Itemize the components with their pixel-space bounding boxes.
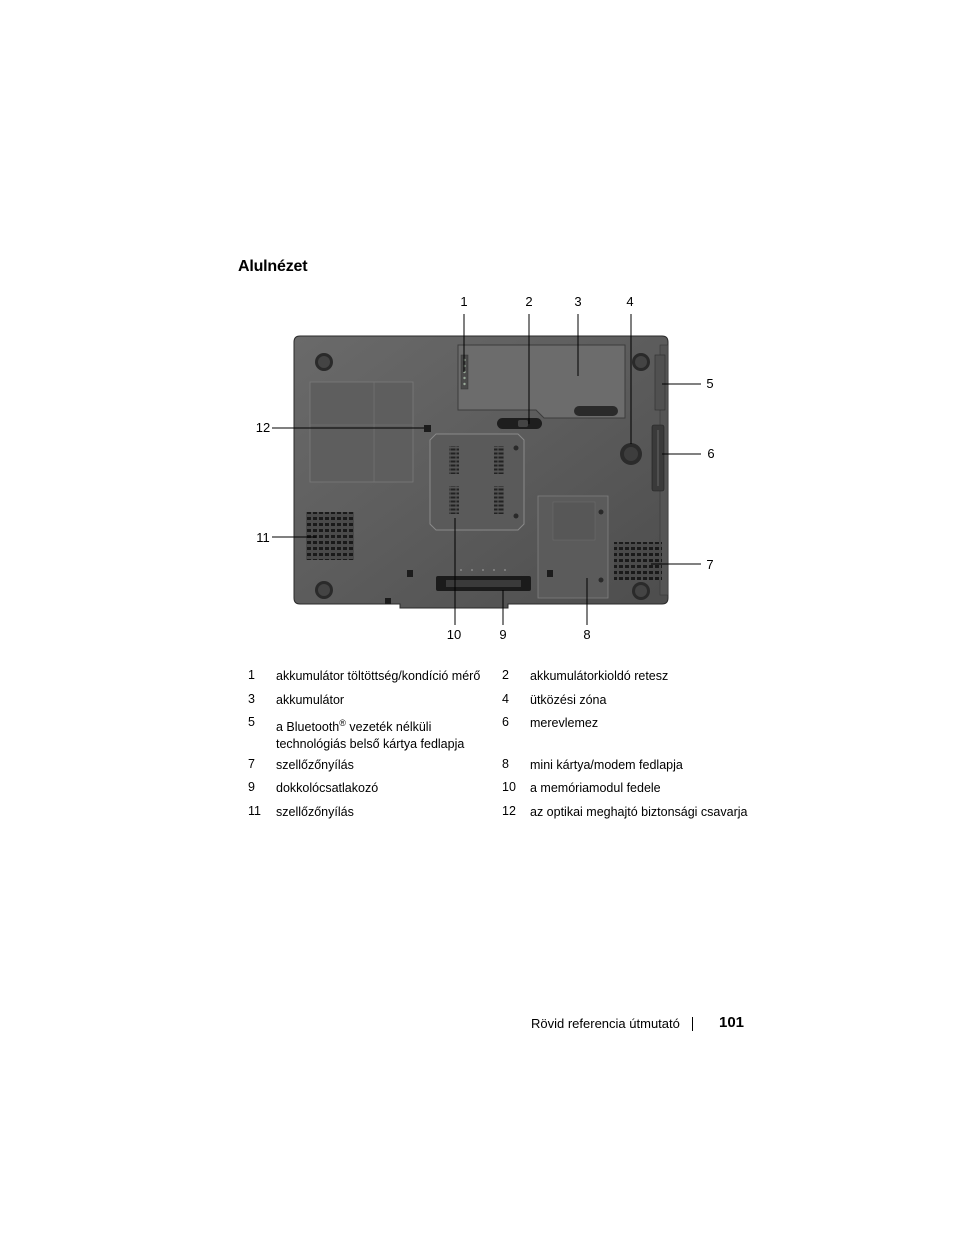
legend-number: 4 <box>502 692 509 706</box>
legend-text-part: technológiás belső kártya fedlapja <box>276 737 465 752</box>
vent-left <box>306 512 354 560</box>
legend-text: szellőzőnyílás <box>276 805 354 819</box>
legend-text <box>276 715 464 753</box>
legend-number: 6 <box>502 715 509 729</box>
legend-text-part: vezeték nélküli <box>345 720 432 735</box>
legend-text: mini kártya/modem fedlapja <box>530 758 683 772</box>
callout-8: 8 <box>583 627 591 642</box>
legend-number: 2 <box>502 668 509 682</box>
vent-right <box>614 542 662 580</box>
callout-1: 1 <box>460 294 468 309</box>
callout-11: 11 <box>256 530 270 545</box>
legend-text: a memóriamodul fedele <box>530 781 661 795</box>
legend-number: 12 <box>502 804 516 818</box>
callout-10: 10 <box>446 627 462 642</box>
legend-text: dokkolócsatlakozó <box>276 781 379 795</box>
legend-number: 3 <box>248 692 255 706</box>
legend-text: merevlemez <box>530 716 599 730</box>
callout-6: 6 <box>707 446 715 461</box>
callout-3: 3 <box>574 294 582 309</box>
legend-number: 10 <box>502 780 516 794</box>
legend-text: az optikai meghajtó biztonsági csavarja <box>530 805 748 819</box>
legend-number: 8 <box>502 757 509 771</box>
legend-text: akkumulátorkioldó retesz <box>530 669 669 683</box>
footer-separator <box>692 1017 693 1031</box>
legend-number: 7 <box>248 757 255 771</box>
callout-2: 2 <box>525 294 533 309</box>
legend-number: 1 <box>248 668 255 682</box>
legend-text: akkumulátor töltöttség/kondíció mérő <box>276 669 481 683</box>
legend-text-part: a Bluetooth <box>276 720 340 735</box>
legend-text: szellőzőnyílás <box>276 758 354 772</box>
legend-text: akkumulátor <box>276 693 345 707</box>
callout-5: 5 <box>706 376 714 391</box>
section-heading: Alulnézet <box>238 258 308 275</box>
footer-title: Rövid referencia útmutató <box>531 1016 680 1031</box>
callout-4: 4 <box>626 294 634 309</box>
legend-number: 9 <box>248 780 255 794</box>
legend-text: ütközési zóna <box>530 693 607 707</box>
callout-7: 7 <box>706 557 714 572</box>
registered-mark: ® <box>339 718 346 728</box>
page-number: 101 <box>719 1014 745 1031</box>
callout-12: 12 <box>255 420 271 435</box>
callout-9: 9 <box>499 627 507 642</box>
legend-number: 11 <box>248 804 261 818</box>
legend-number: 5 <box>248 715 255 729</box>
